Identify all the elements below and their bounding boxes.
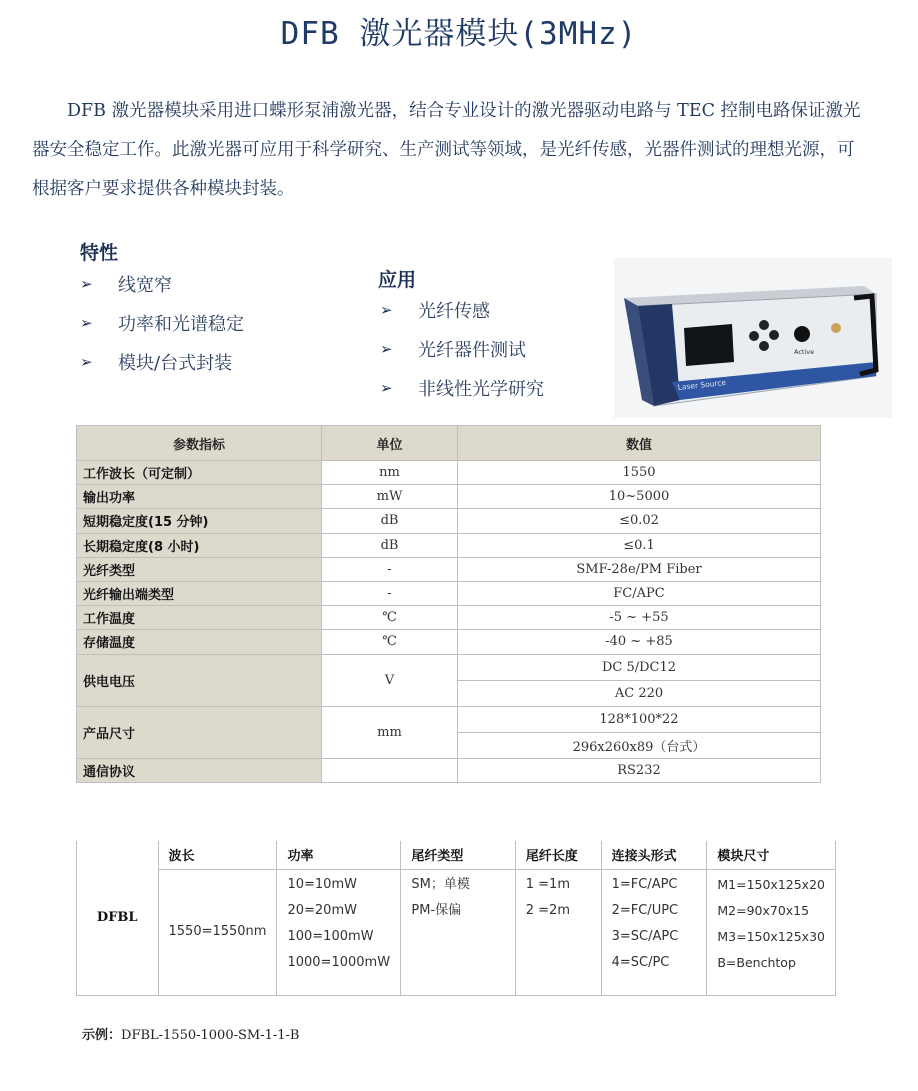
- features-list: [80, 264, 244, 381]
- table-header-row: [77, 426, 821, 461]
- table-row: 产品尺寸 mm 128*100*22: [77, 706, 821, 732]
- list-item: ➢ 功率和光谱稳定: [80, 313, 244, 335]
- list-item: ➢ 光纤器件测试: [380, 339, 526, 361]
- intro-paragraph: DFB 激光器模块采用进口蝶形泵浦激光器，结合专业设计的激光器驱动电路与 TEC 控制电路保证激光器安全稳定工作。此激光器可应用于科学研究、生产测试等领域，是光纤传感，光器件测试的理想光源，可根据客户要求提供各种模块封装。: [32, 101, 861, 199]
- arrow-bullet-icon: ➢: [80, 352, 93, 371]
- arrow-bullet-icon: ➢: [380, 300, 393, 319]
- table-row: AC 220: [77, 680, 821, 706]
- header-unit: 单位: [322, 426, 458, 461]
- model-code: DFBL: [77, 841, 159, 995]
- table-row: 通信协议 RS232: [77, 758, 821, 782]
- knob-icon: [794, 326, 810, 342]
- page-title: DFB 激光器模块(3MHz): [280, 16, 638, 52]
- table-row: 存储温度 ℃ -40 ~ +85: [77, 630, 821, 654]
- list-item: ➢ 模块/台式封装: [80, 352, 233, 374]
- table-row: 长期稳定度(8 小时) dB ≤0.1: [77, 533, 821, 557]
- arrow-bullet-icon: ➢: [80, 313, 93, 332]
- table-row: 工作温度 ℃ -5 ~ +55: [77, 606, 821, 630]
- list-item: ➢ 光纤传感: [380, 300, 490, 322]
- table-row: 短期稳定度(15 分钟) dB ≤0.02: [77, 509, 821, 533]
- table-row: 光纤输出端类型 - FC/APC: [77, 581, 821, 605]
- table-row: 光纤类型 - SMF-28e/PM Fiber: [77, 557, 821, 581]
- table-row: 工作波长（可定制） nm 1550: [77, 461, 821, 485]
- list-item: ➢ 非线性光学研究: [380, 378, 544, 400]
- table-row: 1550=1550nm 10=10mW 20=20mW 100=100mW 1000=1000mW SM；单模 PM-保偏 1 =1m 2 =2m 1=FC/APC 2=FC/UPC 3=SC/APC 4=SC/PC M1=150x125x20 M2=90x70x15 M3=150x125x30 B=Benchtop: [77, 869, 836, 995]
- header-value: 数值: [458, 426, 821, 461]
- device-photo: [614, 258, 892, 418]
- applications-list: [380, 290, 544, 407]
- list-item: ➢ 线宽窄: [80, 274, 172, 296]
- table-row: 供电电压 V DC 5/DC12: [77, 654, 821, 680]
- table-row: 296x260x89（台式）: [77, 732, 821, 758]
- arrow-bullet-icon: ➢: [380, 339, 393, 358]
- spec-table: [76, 425, 821, 783]
- example-value: DFBL-1550-1000-SM-1-1-B: [121, 1028, 300, 1043]
- active-label: Active: [794, 348, 815, 356]
- example-code: [82, 1024, 299, 1043]
- arrow-bullet-icon: ➢: [80, 274, 93, 293]
- ordering-table: [76, 841, 836, 996]
- arrow-bullet-icon: ➢: [380, 378, 393, 397]
- features-heading: 特性: [80, 242, 119, 264]
- connector-icon: [831, 323, 841, 333]
- table-row: 输出功率 mW 10~5000: [77, 485, 821, 509]
- example-label: 示例：: [82, 1028, 122, 1043]
- table-header-row: DFBL 波长 功率 尾纤类型 尾纤长度 连接头形式 模块尺寸: [77, 841, 836, 869]
- header-param: 参数指标: [77, 426, 322, 461]
- applications-heading: 应用: [378, 269, 417, 291]
- panel-label: Laser Source: [677, 377, 727, 392]
